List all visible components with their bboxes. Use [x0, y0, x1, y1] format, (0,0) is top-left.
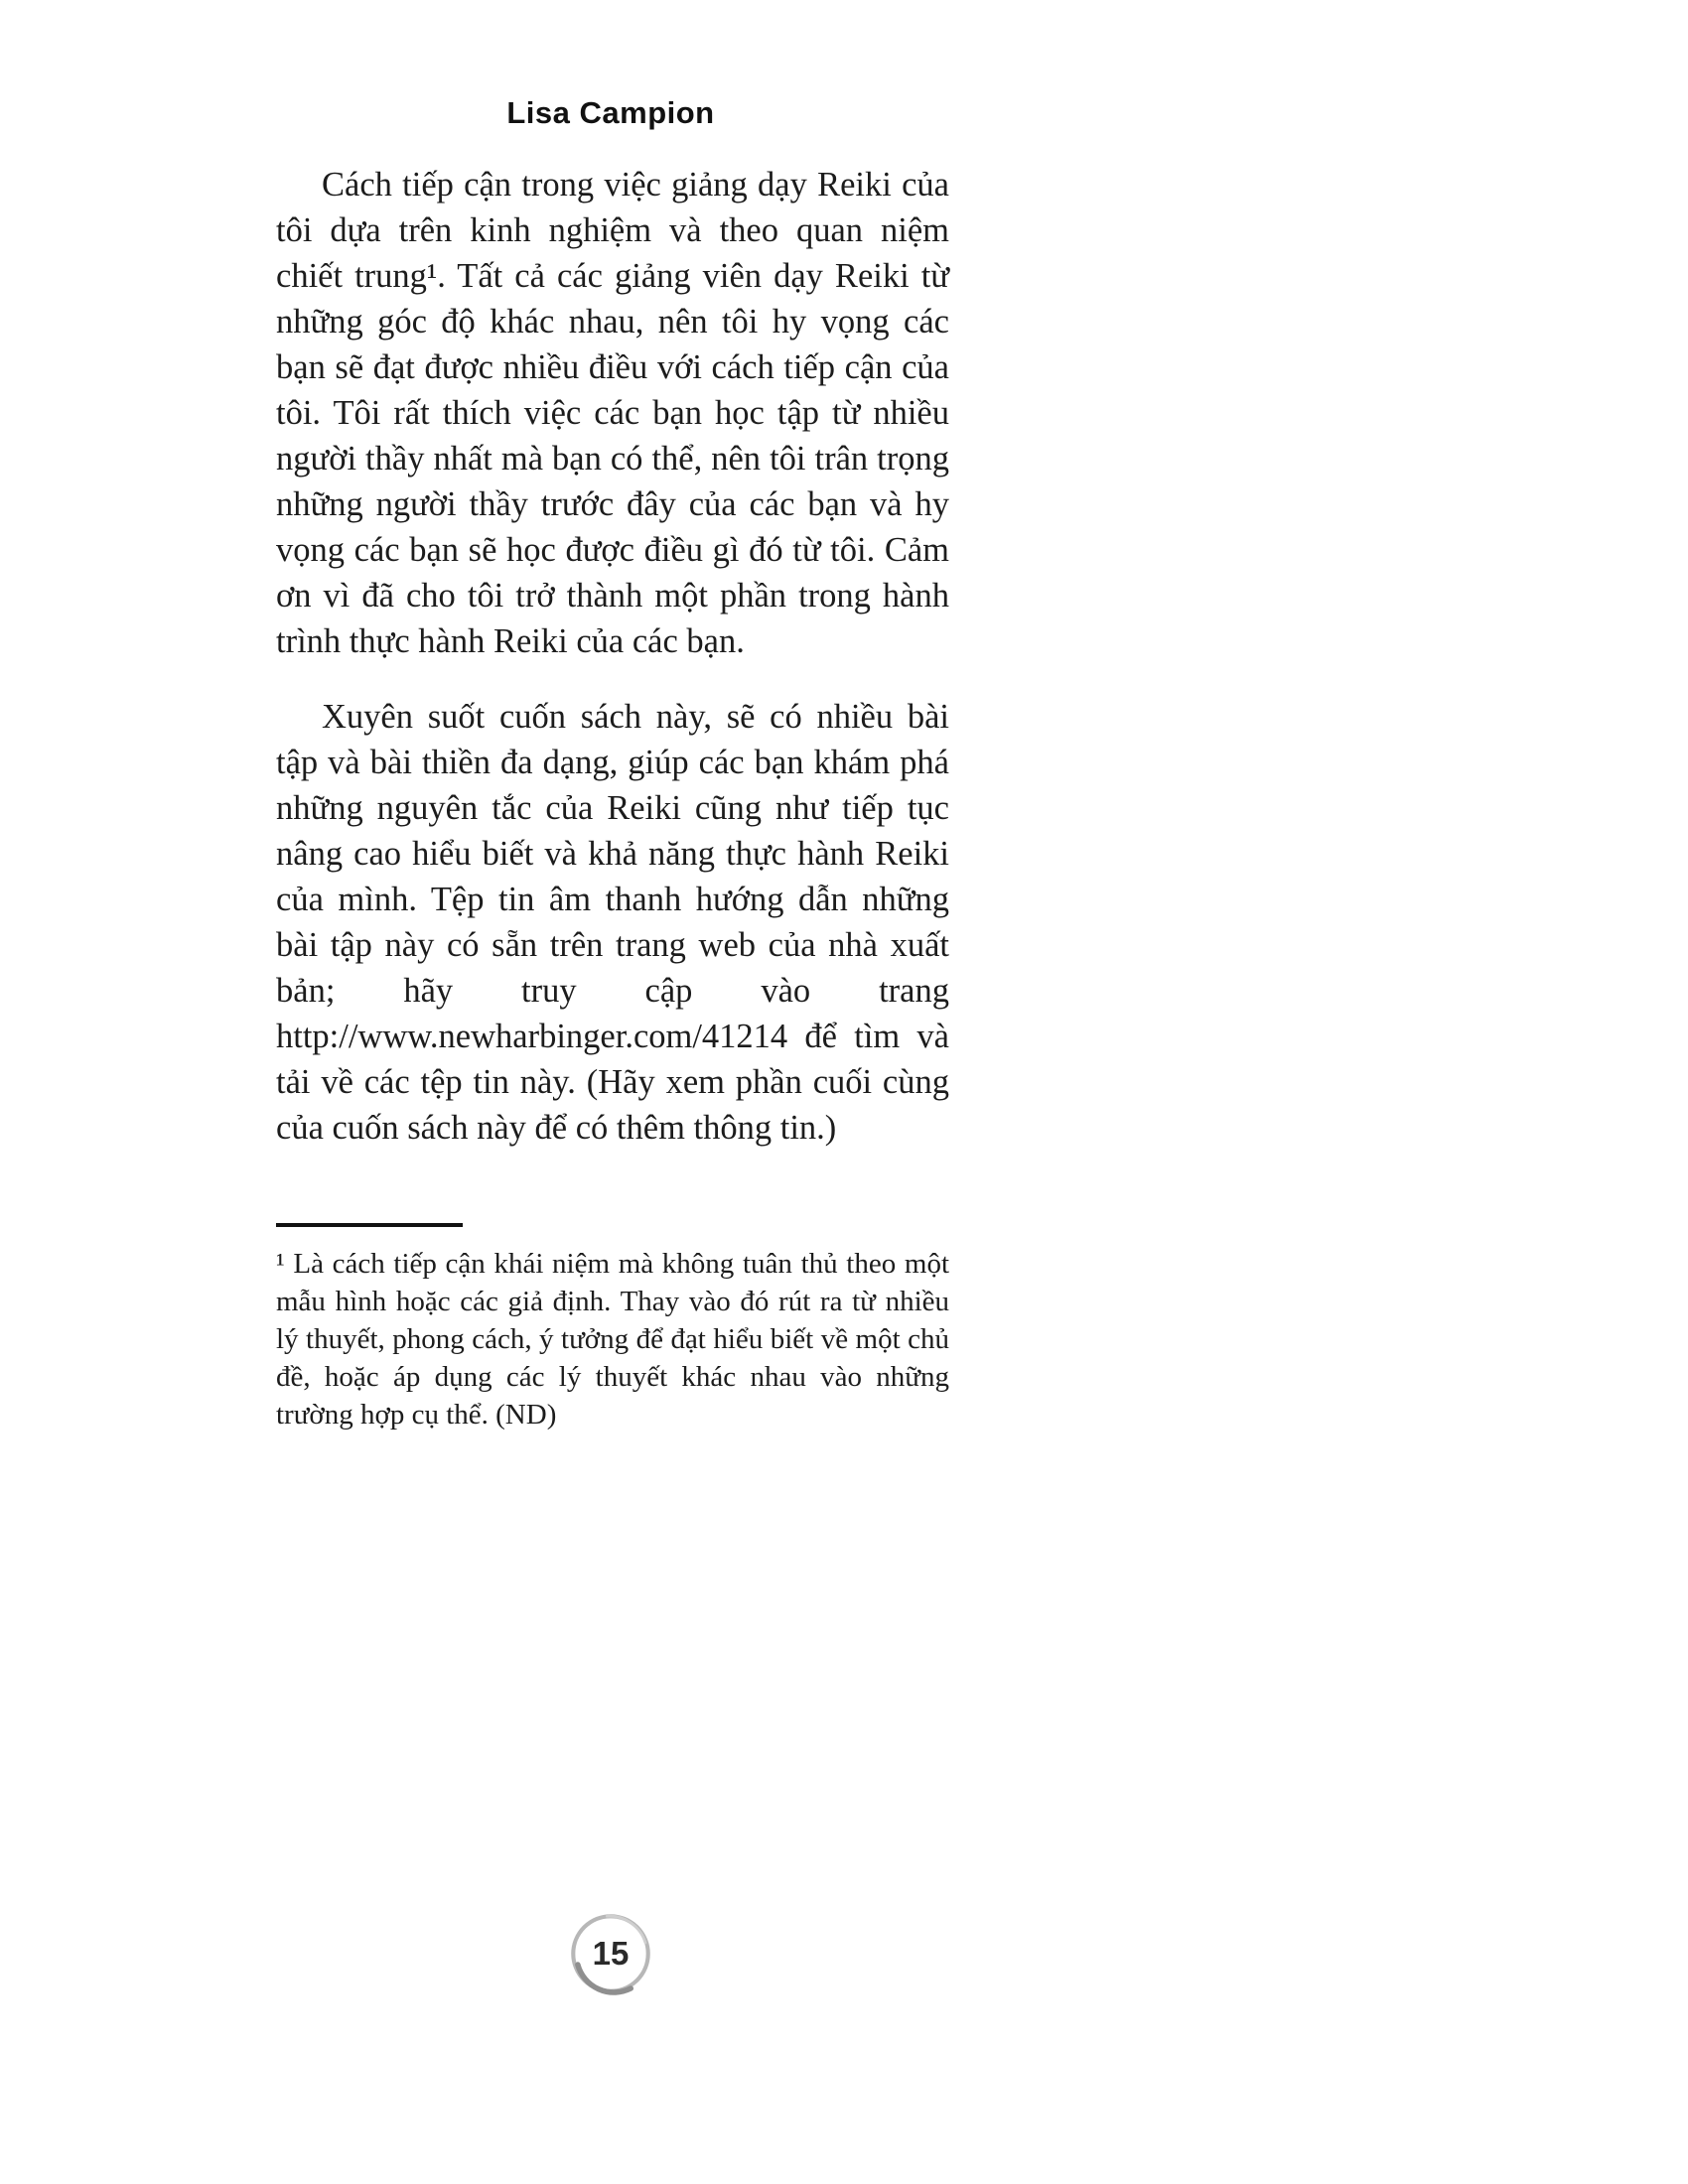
footnote-area: [276, 1223, 949, 1433]
page-number-wrap: [268, 1908, 953, 1999]
paragraph-2: Xuyên suốt cuốn sách này, sẽ có nhiều bài tập và bài thiền đa dạng, giúp các bạn khám phá những nguyên tắc của Reiki cũng như tiếp tục nâng cao hiểu biết và khả năng thực hành Reiki của mình. Tệp tin âm thanh hướng dẫn những bài tập này có sẵn trên trang web của nhà xuất bản; hãy truy cập vào trang http://www.newharbinger.com/41214 để tìm và tải về các tệp tin này. (Hãy xem phần cuối cùng của cuốn sách này để có thêm thông tin.): [276, 698, 949, 1147]
page-number: 15: [592, 1935, 630, 1972]
footnote-divider: [276, 1223, 463, 1227]
running-header: Lisa Campion: [506, 95, 715, 130]
footnote-text: ¹ Là cách tiếp cận khái niệm mà không tuân thủ theo một mẫu hình hoặc các giả định. Thay vào đó rút ra từ nhiều lý thuyết, phong cách, ý tưởng để đạt hiểu biết về một chủ đề, hoặc áp dụng các lý thuyết khác nhau vào những trường hợp cụ thể. (ND): [276, 1248, 949, 1431]
paragraph-1: Cách tiếp cận trong việc giảng dạy Reiki của tôi dựa trên kinh nghiệm và theo quan niệm chiết trung¹. Tất cả các giảng viên dạy Reiki từ những góc độ khác nhau, nên tôi hy vọng các bạn sẽ đạt được nhiều điều với cách tiếp cận của tôi. Tôi rất thích việc các bạn học tập từ nhiều người thầy nhất mà bạn có thể, nên tôi trân trọng những người thầy trước đây của các bạn và hy vọng các bạn sẽ học được điều gì đó từ tôi. Cảm ơn vì đã cho tôi trở thành một phần trong hành trình thực hành Reiki của các bạn.: [276, 166, 949, 660]
body-text-column: [276, 162, 949, 1180]
page-number-ornament: [565, 1908, 656, 1999]
